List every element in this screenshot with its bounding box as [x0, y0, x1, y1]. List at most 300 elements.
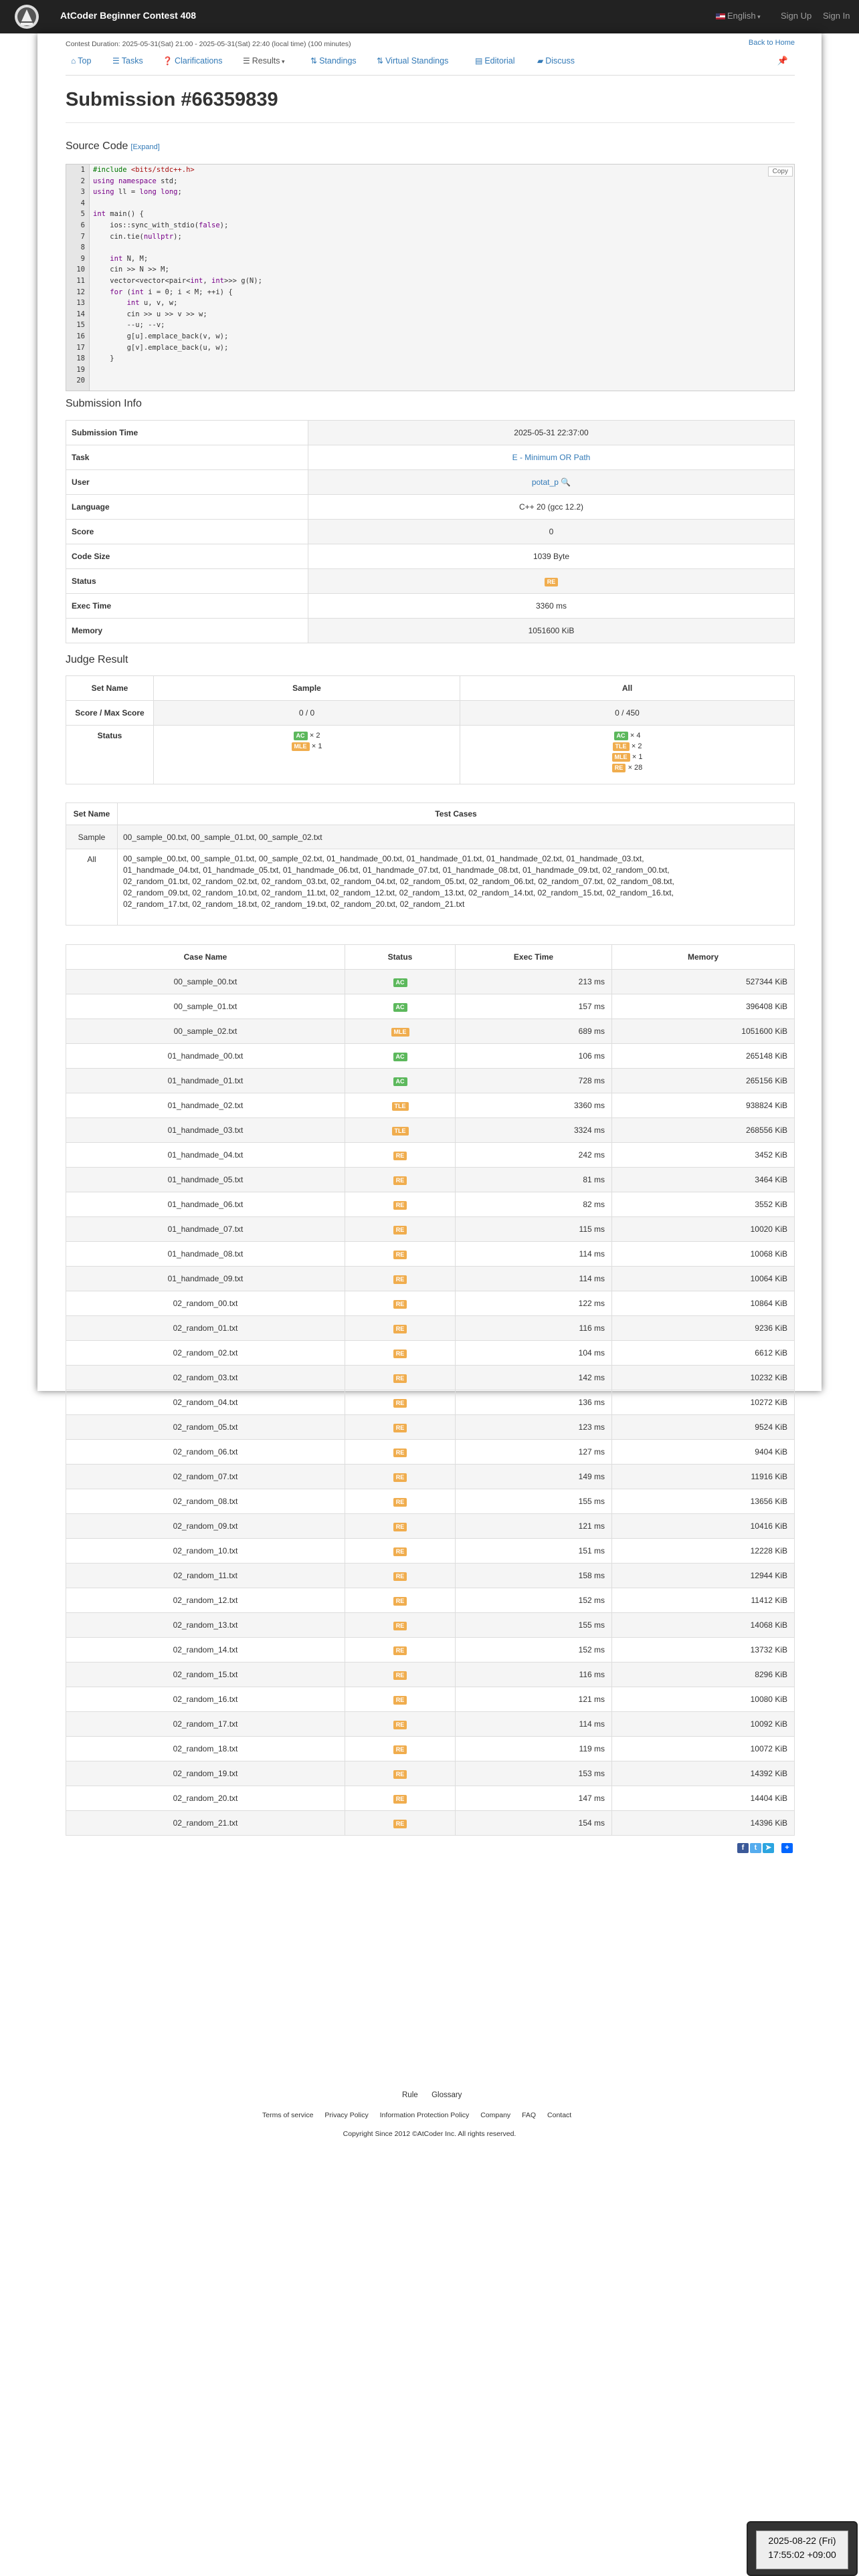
case-memory: 268556 KiB [612, 1118, 795, 1143]
table-row [66, 1366, 795, 1390]
footer-link-contact[interactable]: Contact [547, 2111, 572, 2119]
table-row [66, 1613, 795, 1638]
status-badge: TLE [392, 1127, 409, 1136]
case-memory: 9524 KiB [612, 1415, 795, 1440]
table-row [66, 1761, 795, 1786]
footer-links-row2 [262, 2111, 571, 2119]
line-number: 7 [80, 232, 85, 241]
case-memory: 14068 KiB [612, 1613, 795, 1638]
source-code-heading [66, 140, 160, 152]
case-memory: 10068 KiB [612, 1242, 795, 1267]
caret-down-icon: ▾ [280, 58, 285, 65]
info-row [66, 421, 795, 445]
info-key: Exec Time [66, 594, 308, 619]
table-row [66, 1737, 795, 1761]
info-key: Memory [66, 619, 308, 643]
case-name: 02_random_09.txt [66, 1514, 345, 1539]
table-row [66, 1687, 795, 1712]
case-status-cell [345, 1514, 456, 1539]
case-memory: 10080 KiB [612, 1687, 795, 1712]
status-badge: AC [393, 1003, 407, 1012]
tab-clarifications[interactable] [163, 56, 223, 66]
table-row [66, 1069, 795, 1093]
status-badge: TLE [613, 742, 630, 751]
info-value-cell [308, 445, 795, 470]
status-badge: MLE [391, 1028, 409, 1037]
code-line: int u, v, w; [126, 299, 178, 308]
status-count: × 28 [628, 764, 643, 772]
set-name-header: Set Name [66, 676, 154, 701]
case-name: 01_handmade_02.txt [66, 1093, 345, 1118]
line-number: 4 [80, 199, 85, 207]
code-line: ios::sync_with_stdio(false); [93, 221, 229, 229]
info-value-cell [308, 619, 795, 643]
case-status-cell [345, 1291, 456, 1316]
case-memory: 10064 KiB [612, 1267, 795, 1291]
code-line: --u; --v; [93, 321, 165, 330]
case-name: 02_random_19.txt [66, 1761, 345, 1786]
footer-link-rule[interactable]: Rule [402, 2091, 418, 2099]
table-row [66, 1539, 795, 1564]
status-badge: RE [545, 578, 559, 586]
status-count: × 1 [632, 753, 643, 761]
case-exec-time: 114 ms [456, 1242, 612, 1267]
table-row [66, 1390, 795, 1415]
case-memory: 527344 KiB [612, 970, 795, 994]
case-status-cell [345, 1539, 456, 1564]
case-status-cell [345, 1242, 456, 1267]
case-exec-time: 114 ms [456, 1267, 612, 1291]
case-status-cell [345, 1069, 456, 1093]
case-name: 01_handmade_01.txt [66, 1069, 345, 1093]
search-icon[interactable]: 🔍 [561, 477, 571, 487]
case-name: 02_random_03.txt [66, 1366, 345, 1390]
case-status-cell [345, 1019, 456, 1044]
status-badge: RE [393, 1325, 407, 1333]
tab-editorial[interactable] [475, 56, 515, 66]
line-number: 20 [76, 377, 85, 385]
tab-label: Editorial [484, 56, 515, 66]
code-line: for (int i = 0; i < M; ++i) { [110, 288, 233, 296]
status-count: × 4 [630, 732, 641, 740]
case-name-header: Case Name [66, 945, 345, 970]
case-exec-time: 104 ms [456, 1341, 612, 1366]
set-name-header: Set Name [66, 803, 118, 825]
case-memory: 9236 KiB [612, 1316, 795, 1341]
status-badge: AC [294, 732, 308, 740]
footer-link-info-protection[interactable]: Information Protection Policy [379, 2111, 470, 2119]
line-number-gutter [66, 165, 90, 391]
us-flag-icon [716, 13, 725, 19]
status-badge: RE [393, 1275, 407, 1284]
status-badge: RE [393, 1399, 407, 1408]
status-summary-row [461, 741, 793, 750]
table-row [66, 1465, 795, 1489]
exec-time-header: Exec Time [456, 945, 612, 970]
test-sets-table [66, 802, 795, 926]
case-status-cell [345, 1613, 456, 1638]
all-status-cell [460, 726, 795, 784]
info-value-cell [308, 544, 795, 569]
info-value-cell [308, 421, 795, 445]
line-number: 13 [76, 299, 85, 308]
footer-link-terms[interactable]: Terms of service [262, 2111, 314, 2119]
status-badge: RE [393, 1721, 407, 1729]
line-number: 18 [76, 354, 85, 363]
all-set-name: All [66, 849, 118, 926]
case-exec-time: 3360 ms [456, 1093, 612, 1118]
case-memory: 12228 KiB [612, 1539, 795, 1564]
status-badge: RE [393, 1448, 407, 1457]
status-summary-row [461, 762, 793, 772]
case-exec-time: 81 ms [456, 1168, 612, 1192]
table-row [66, 1514, 795, 1539]
line-number: 16 [76, 332, 85, 340]
info-value-cell [308, 594, 795, 619]
tab-top[interactable] [71, 56, 91, 66]
table-row [66, 1192, 795, 1217]
info-value-cell [308, 470, 795, 495]
all-header: All [460, 676, 795, 701]
case-name: 01_handmade_09.txt [66, 1267, 345, 1291]
case-memory: 13732 KiB [612, 1638, 795, 1662]
status-badge: AC [614, 732, 628, 740]
case-status-cell [345, 1662, 456, 1687]
source-code-heading-text: Source Code [66, 140, 128, 152]
sample-set-cases: 00_sample_00.txt, 00_sample_01.txt, 00_sample_02.txt [118, 825, 795, 849]
case-name: 02_random_08.txt [66, 1489, 345, 1514]
tab-label: Tasks [121, 56, 143, 66]
table-row [66, 1638, 795, 1662]
list-icon: ☰ [112, 56, 120, 66]
status-badge: RE [393, 1201, 407, 1210]
case-exec-time: 154 ms [456, 1811, 612, 1836]
tab-standings[interactable] [310, 56, 357, 66]
status-badge: RE [393, 1820, 407, 1828]
status-count: × 2 [631, 742, 642, 750]
copy-button[interactable]: Copy [768, 167, 793, 177]
case-name: 01_handmade_05.txt [66, 1168, 345, 1192]
case-exec-time: 121 ms [456, 1687, 612, 1712]
test-cases-table [66, 944, 795, 1836]
info-value: 1051600 KiB [528, 626, 575, 635]
tab-label: Clarifications [174, 56, 223, 66]
pin-icon[interactable]: 📌 [777, 56, 788, 66]
case-exec-time: 149 ms [456, 1465, 612, 1489]
status-count: × 1 [311, 742, 322, 750]
test-case-list-line: 02_random_09.txt, 02_random_10.txt, 02_random_11.txt, 02_random_12.txt, 02_random_13.txt, 02_random_14.txt, 02_random_15.txt, 02_random_16.txt, [123, 888, 674, 897]
case-name: 02_random_14.txt [66, 1638, 345, 1662]
status-badge: RE [393, 1622, 407, 1630]
all-score: 0 / 450 [460, 701, 795, 726]
status-badge: RE [393, 1770, 407, 1779]
line-number: 1 [80, 166, 85, 174]
line-number: 3 [80, 188, 85, 197]
line-number: 9 [80, 254, 85, 263]
table-row [66, 970, 795, 994]
case-name: 02_random_11.txt [66, 1564, 345, 1588]
source-code-block[interactable] [66, 164, 795, 391]
footer-link-company[interactable]: Company [480, 2111, 511, 2119]
plus-icon[interactable]: + [781, 1843, 793, 1853]
info-key: Status [66, 569, 308, 594]
footer-link-faq[interactable]: FAQ [522, 2111, 537, 2119]
status-badge: AC [393, 978, 407, 987]
case-name: 02_random_12.txt [66, 1588, 345, 1613]
status-badge: RE [393, 1795, 407, 1804]
case-status-cell [345, 1465, 456, 1489]
code-line: using ll = long long; [93, 188, 182, 197]
table-row [66, 1489, 795, 1514]
case-memory: 10072 KiB [612, 1737, 795, 1761]
status-badge: RE [393, 1251, 407, 1259]
status-count: × 2 [309, 732, 320, 740]
sample-set-name: Sample [66, 825, 118, 849]
case-exec-time: 151 ms [456, 1539, 612, 1564]
case-status-cell [345, 1761, 456, 1786]
case-memory: 12944 KiB [612, 1564, 795, 1588]
facebook-icon[interactable]: f [737, 1843, 749, 1853]
case-memory: 265148 KiB [612, 1044, 795, 1069]
table-row [66, 1118, 795, 1143]
contest-nav-tabs [66, 52, 795, 71]
line-number: 5 [80, 210, 85, 219]
table-row [66, 1093, 795, 1118]
status-badge: RE [393, 1424, 407, 1432]
case-exec-time: 155 ms [456, 1489, 612, 1514]
footer-link-privacy[interactable]: Privacy Policy [324, 2111, 369, 2119]
case-status-cell [345, 970, 456, 994]
case-name: 02_random_06.txt [66, 1440, 345, 1465]
code-line: cin.tie(nullptr); [93, 232, 182, 241]
clock-display [756, 2531, 848, 2569]
case-status-cell [345, 1712, 456, 1737]
case-status-cell [345, 1118, 456, 1143]
sign-up-link[interactable]: Sign Up [781, 11, 812, 21]
case-name: 01_handmade_06.txt [66, 1192, 345, 1217]
info-key: Task [66, 445, 308, 470]
line-number: 11 [76, 277, 85, 285]
case-exec-time: 157 ms [456, 994, 612, 1019]
comment-icon: ▰ [537, 56, 544, 66]
status-label: Status [66, 726, 154, 784]
case-memory: 265156 KiB [612, 1069, 795, 1093]
case-status-cell [345, 1192, 456, 1217]
tab-label: Discuss [545, 56, 575, 66]
case-exec-time: 242 ms [456, 1143, 612, 1168]
line-number: 14 [76, 310, 85, 318]
case-status-cell [345, 1415, 456, 1440]
case-exec-time: 116 ms [456, 1662, 612, 1687]
footer-links-row1 [402, 2091, 462, 2099]
test-case-list-line: 01_handmade_04.txt, 01_handmade_05.txt, 01_handmade_06.txt, 01_handmade_07.txt, 01_handmade_08.txt, 01_handmade_09.txt, 02_random_00.txt, [123, 865, 670, 875]
case-exec-time: 728 ms [456, 1069, 612, 1093]
status-badge: RE [393, 1745, 407, 1754]
back-to-home-link[interactable]: Back to Home [748, 39, 795, 47]
table-row [66, 1291, 795, 1316]
info-value: 3360 ms [535, 601, 567, 611]
status-badge: RE [393, 1226, 407, 1235]
submission-info-heading: Submission Info [66, 398, 142, 409]
table-row [66, 1415, 795, 1440]
telegram-icon[interactable]: ➤ [763, 1843, 774, 1853]
table-row [66, 1168, 795, 1192]
case-exec-time: 123 ms [456, 1415, 612, 1440]
main-container [37, 33, 822, 1828]
clock-time: 17:55:02 +09:00 [768, 2549, 836, 2560]
case-status-cell [345, 1786, 456, 1811]
code-line: int main() { [93, 210, 144, 219]
table-row [66, 994, 795, 1019]
status-badge: RE [393, 1152, 407, 1160]
status-badge: RE [393, 1671, 407, 1680]
case-memory: 11412 KiB [612, 1588, 795, 1613]
info-row [66, 520, 795, 544]
case-name: 01_handmade_07.txt [66, 1217, 345, 1242]
nav-divider [66, 75, 795, 76]
tab-discuss[interactable] [537, 56, 575, 66]
case-exec-time: 122 ms [456, 1291, 612, 1316]
info-key: Score [66, 520, 308, 544]
table-row [66, 1564, 795, 1588]
status-badge: RE [393, 1696, 407, 1705]
twitter-icon[interactable]: t [750, 1843, 761, 1853]
status-badge: MLE [612, 753, 630, 762]
case-name: 01_handmade_00.txt [66, 1044, 345, 1069]
case-exec-time: 116 ms [456, 1316, 612, 1341]
status-summary-row [461, 752, 793, 761]
case-name: 02_random_17.txt [66, 1712, 345, 1737]
case-exec-time: 82 ms [456, 1192, 612, 1217]
case-exec-time: 106 ms [456, 1044, 612, 1069]
submission-info-table [66, 420, 795, 643]
info-value: 1039 Byte [533, 552, 570, 561]
test-case-list-line: 02_random_17.txt, 02_random_18.txt, 02_random_19.txt, 02_random_20.txt, 02_random_21.txt [123, 899, 465, 909]
table-row [66, 1267, 795, 1291]
task-link[interactable]: E - Minimum OR Path [512, 453, 591, 462]
status-badge: RE [393, 1176, 407, 1185]
code-line: vector<vector<pair<int, int>>> g(N); [93, 277, 262, 285]
status-badge: AC [393, 1077, 407, 1086]
status-summary-row [155, 741, 459, 750]
sign-in-link[interactable]: Sign In [823, 11, 850, 21]
info-row [66, 619, 795, 643]
expand-link[interactable]: [Expand] [130, 143, 160, 151]
copyright: Copyright Since 2012 ©AtCoder Inc. All rights reserved. [343, 2130, 516, 2138]
case-status-cell [345, 1564, 456, 1588]
tab-label: Virtual Standings [385, 56, 449, 66]
case-status-cell [345, 1588, 456, 1613]
case-exec-time: 213 ms [456, 970, 612, 994]
score-label: Score / Max Score [66, 701, 154, 726]
case-name: 02_random_01.txt [66, 1316, 345, 1341]
case-exec-time: 114 ms [456, 1712, 612, 1737]
case-name: 00_sample_01.txt [66, 994, 345, 1019]
info-key: Language [66, 495, 308, 520]
info-value: C++ 20 (gcc 12.2) [518, 502, 584, 512]
case-status-cell [345, 1093, 456, 1118]
status-badge: RE [393, 1350, 407, 1358]
case-name: 00_sample_00.txt [66, 970, 345, 994]
language-dropdown[interactable] [716, 11, 761, 21]
table-row [66, 1143, 795, 1168]
table-row [66, 1341, 795, 1366]
footer-link-glossary[interactable]: Glossary [432, 2091, 462, 2099]
list-icon: ☰ [243, 56, 250, 66]
case-name: 01_handmade_03.txt [66, 1118, 345, 1143]
status-badge: TLE [392, 1102, 409, 1111]
case-status-cell [345, 1267, 456, 1291]
info-row [66, 470, 795, 495]
user-link[interactable]: potat_p [531, 477, 559, 487]
case-status-cell [345, 1366, 456, 1390]
contest-title-link[interactable]: AtCoder Beginner Contest 408 [60, 10, 197, 21]
case-memory: 3552 KiB [612, 1192, 795, 1217]
tab-label: Top [78, 56, 92, 66]
info-key: Code Size [66, 544, 308, 569]
case-memory: 10232 KiB [612, 1366, 795, 1390]
case-exec-time: 142 ms [456, 1366, 612, 1390]
line-number: 6 [80, 221, 85, 229]
case-status-cell [345, 1687, 456, 1712]
case-name: 02_random_05.txt [66, 1415, 345, 1440]
case-exec-time: 115 ms [456, 1217, 612, 1242]
status-badge: RE [393, 1646, 407, 1655]
case-name: 02_random_04.txt [66, 1390, 345, 1415]
sample-score: 0 / 0 [154, 701, 460, 726]
case-memory: 1051600 KiB [612, 1019, 795, 1044]
case-status-cell [345, 1044, 456, 1069]
tab-results[interactable] [243, 56, 284, 66]
status-badge: RE [393, 1523, 407, 1531]
status-badge: MLE [292, 742, 310, 751]
case-memory: 9404 KiB [612, 1440, 795, 1465]
case-memory: 938824 KiB [612, 1093, 795, 1118]
case-exec-time: 3324 ms [456, 1118, 612, 1143]
judge-result-heading: Judge Result [66, 654, 128, 665]
line-number: 8 [80, 243, 85, 252]
case-name: 02_random_10.txt [66, 1539, 345, 1564]
atcoder-logo[interactable] [12, 3, 41, 31]
code-line: } [93, 354, 114, 363]
case-exec-time: 158 ms [456, 1564, 612, 1588]
tab-tasks[interactable] [112, 56, 143, 66]
status-summary-row [461, 730, 793, 740]
case-memory: 13656 KiB [612, 1489, 795, 1514]
fixed-clock [747, 2521, 858, 2576]
case-memory: 10092 KiB [612, 1712, 795, 1737]
case-name: 02_random_02.txt [66, 1341, 345, 1366]
tab-virtual-standings[interactable] [377, 56, 448, 66]
line-number: 12 [76, 288, 85, 296]
case-memory: 3464 KiB [612, 1168, 795, 1192]
table-row [66, 1242, 795, 1267]
case-exec-time: 119 ms [456, 1737, 612, 1761]
contest-duration: Contest Duration: 2025-05-31(Sat) 21:00 - 2025-05-31(Sat) 22:40 (local time) (100 minutes) [66, 40, 351, 48]
case-name: 01_handmade_04.txt [66, 1143, 345, 1168]
tab-label: Standings [319, 56, 357, 66]
case-name: 02_random_13.txt [66, 1613, 345, 1638]
code-line: using namespace std; [93, 177, 178, 185]
title-divider [66, 122, 795, 123]
clock-date: 2025-08-22 (Fri) [768, 2535, 836, 2546]
status-badge: RE [393, 1572, 407, 1581]
table-row [66, 1044, 795, 1069]
case-exec-time: 155 ms [456, 1613, 612, 1638]
language-label: English [727, 11, 756, 21]
case-memory: 6612 KiB [612, 1341, 795, 1366]
table-row [66, 1217, 795, 1242]
